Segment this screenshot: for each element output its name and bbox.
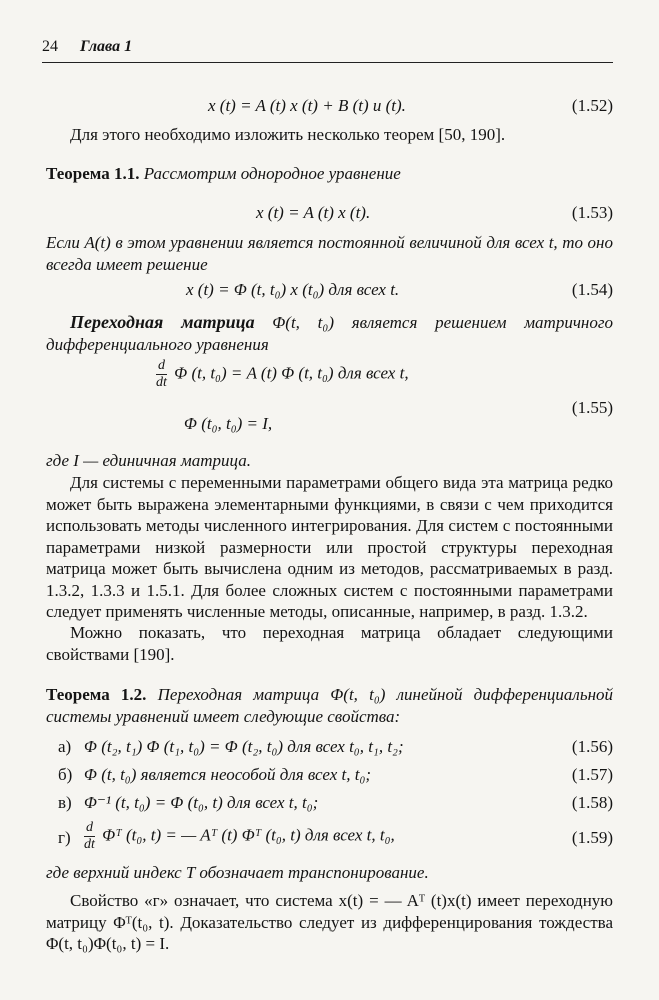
equation-number: (1.57) [571,765,613,784]
page-number: 24 [42,38,58,55]
equation-number: (1.58) [571,793,613,812]
page-header [42,38,132,56]
transpose-note: где верхний индекс T обозначает транспонирование. [46,863,429,882]
equation-body: x (t) = A (t) x (t). [256,203,371,222]
derivative-fraction: $\frac{d}{dt}$ [84,820,95,852]
theorem-text: Переходная матрица Φ(t, t₀) линейной дифференциальной системы уравнений имеет следующие свойства: [46,685,614,726]
paragraph-numerical-methods: Для системы с переменными параметрами общего вида эта матрица редко может быть выражена элементарными функциями, в связи с чем приходится использовать методы численного интегрирования. Для систем с постоянными параметрами низкой размерности или простой структуры переходная матрица может быть вычислена одним из методов, рассматриваемых в разд. 1.3.2, 1.3.3 и 1.5.1. Для более сложных систем с постоянными параметрами следует применять численные методы, описанные, например, в разд. 1.3.2. [46,473,613,621]
equation-number: (1.52) [571,96,613,115]
theorem-label: Теорема 1.2. [46,685,147,704]
theorem-1-1 [46,163,613,185]
equation-body: x (t) = A (t) x (t) + B (t) u (t). [208,96,406,115]
theorem-1-1-statement: Если A(t) в этом уравнении является постоянной величиной для всех t, то оно всегда имеет решение [46,233,613,274]
identity-definition: где I — единичная матрица. [46,451,251,470]
property-body: Φ (t, t₀) является неособой для всех t, t₀; [84,765,372,784]
theorem-1-2 [46,684,613,727]
equation-number: (1.55) [571,398,613,417]
term-transition-matrix: Переходная матрица [70,312,255,332]
paragraph-property-g: Свойство «г» означает, что система x(t) = — Aᵀ (t)x(t) имеет переходную матрицу Φᵀ(t₀, t). Доказательство следует из дифференцирования тождества Φ(t, t₀)Φ(t₀, t) = I. [46,891,613,953]
paragraph-properties-intro: Можно показать, что переходная матрица обладает следующими свойствами [190]. [46,623,613,664]
equation-1-55 [46,358,613,438]
paragraph-transition-matrix [46,312,613,355]
property-d: г) $\frac{d}{dt}$ Φᵀ (t₀, t) = — Aᵀ (t) Φᵀ (t₀, t) для всех t, t₀, (1.59) [58,820,613,852]
property-body: Φ⁻¹ (t, t₀) = Φ (t₀, t) для всех t, t₀; [84,793,319,812]
property-body: $\frac{d}{dt}$ Φᵀ (t₀, t) = — Aᵀ (t) Φᵀ (t₀, t) для всех t, t₀, [84,820,395,852]
header-rule [42,62,613,63]
equation-line-1: $\frac{d}{dt}$ Φ (t, t₀) = A (t) Φ (t, t₀) для всех t, [156,358,409,390]
paragraph-intro: Для этого необходимо изложить несколько теорем [50, 190]. [70,125,506,144]
paragraph-text: Φ(t, t₀) является решением матричного дифференциального уравнения [46,313,613,354]
equation-number: (1.54) [571,280,613,299]
theorem-label: Теорема 1.1. [46,164,140,183]
equation-line-2: Φ (t₀, t₀) = I, [184,414,273,433]
derivative-fraction: $\frac{d}{dt}$ [156,358,167,390]
equation-number: (1.56) [571,737,613,756]
equation-body: x (t) = Φ (t, t₀) x (t₀) для всех t. [186,280,400,299]
chapter-title: Глава 1 [80,38,133,55]
equation-number: (1.59) [571,828,613,847]
equation-number: (1.53) [571,203,613,222]
theorem-text: Рассмотрим однородное уравнение [143,164,401,183]
property-body: Φ (t₂, t₁) Φ (t₁, t₀) = Φ (t₂, t₀) для всех t₀, t₁, t₂; [84,737,404,756]
